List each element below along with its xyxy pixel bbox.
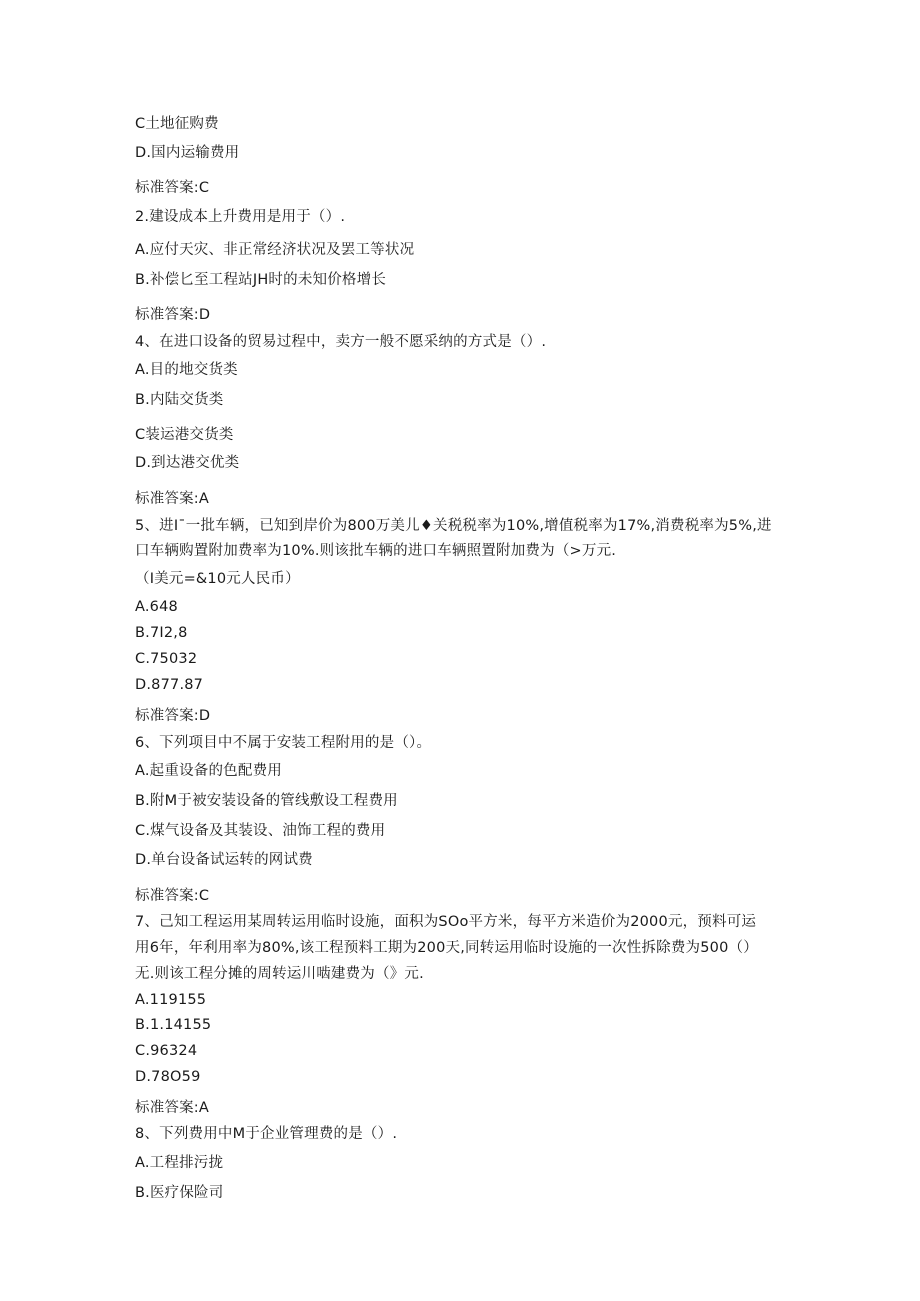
option-a: A.目的地交货类 bbox=[135, 362, 238, 378]
option-a: A.应付天灾、非正常经济状况及罢工等状况 bbox=[135, 242, 415, 258]
option-d: D.单台设备试运转的网试费 bbox=[135, 852, 313, 868]
question-7-line-3: 无.则该工程分摊的周转运川啮建费为（》元. bbox=[135, 966, 424, 982]
option-b: B.医疗保险司 bbox=[135, 1185, 224, 1201]
answer-line: 标准答案:D bbox=[135, 708, 211, 724]
option-c: C土地征购费 bbox=[135, 116, 219, 132]
question-5-note: （I美元=&10元人民币） bbox=[135, 571, 300, 587]
answer-line: 标准答案:C bbox=[135, 888, 210, 904]
question-4: 4、在进口设备的贸易过程中，卖方一般不愿采纳的方式是（）. bbox=[135, 334, 547, 350]
option-c: C.煤气设备及其装设、油饰工程的费用 bbox=[135, 823, 386, 839]
option-d: D.877.87 bbox=[135, 677, 204, 693]
answer-line: 标准答案:A bbox=[135, 1100, 210, 1116]
option-d: D.国内运输费用 bbox=[135, 145, 240, 161]
option-c: C装运港交货类 bbox=[135, 427, 234, 443]
option-a: A.工程排污拢 bbox=[135, 1155, 224, 1171]
option-b: B.内陆交货类 bbox=[135, 392, 224, 408]
option-b: B.7I2,8 bbox=[135, 625, 188, 641]
question-2: 2.建设成本上升费用是用于（）. bbox=[135, 209, 346, 225]
option-c: C.75032 bbox=[135, 651, 198, 667]
answer-line: 标准答案:C bbox=[135, 180, 210, 196]
option-d: D.78O59 bbox=[135, 1069, 201, 1085]
option-d: D.到达港交优类 bbox=[135, 455, 240, 471]
answer-line: 标准答案:A bbox=[135, 491, 210, 507]
question-8: 8、下列费用中M于企业管理费的是（）. bbox=[135, 1126, 398, 1142]
answer-line: 标准答案:D bbox=[135, 307, 211, 323]
option-a: A.119155 bbox=[135, 992, 207, 1008]
question-5-line-1: 5、进Iˉ一批车辆，已知到岸价为800万美儿♦关税税率为10%,增值税率为17%,消费税率为5%,进 bbox=[135, 518, 772, 534]
option-b: B.附M于被安装设备的管线敷设工程费用 bbox=[135, 793, 398, 809]
question-5-line-2: 口车辆购置附加费率为10%.则该批车辆的进口车辆照置附加费为（>万元. bbox=[135, 543, 617, 559]
option-c: C.96324 bbox=[135, 1043, 198, 1059]
option-a: A.起重设备的色配费用 bbox=[135, 763, 282, 779]
option-a: A.648 bbox=[135, 599, 178, 615]
option-b: B.1.14155 bbox=[135, 1017, 212, 1033]
question-7-line-2: 用6年，年利用率为80%,该工程预料工期为200天,同转运用临时设施的一次性拆除费为500（） bbox=[135, 940, 758, 956]
question-7-line-1: 7、己知工程运用某周转运用临时设施，面积为SOo平方米，每平方米造价为2000元，预料可运 bbox=[135, 914, 757, 930]
question-6: 6、下列项目中不属于安装工程附用的是（）。 bbox=[135, 735, 432, 751]
option-b: B.补偿匕至工程站JH时的未知价格增长 bbox=[135, 272, 387, 288]
